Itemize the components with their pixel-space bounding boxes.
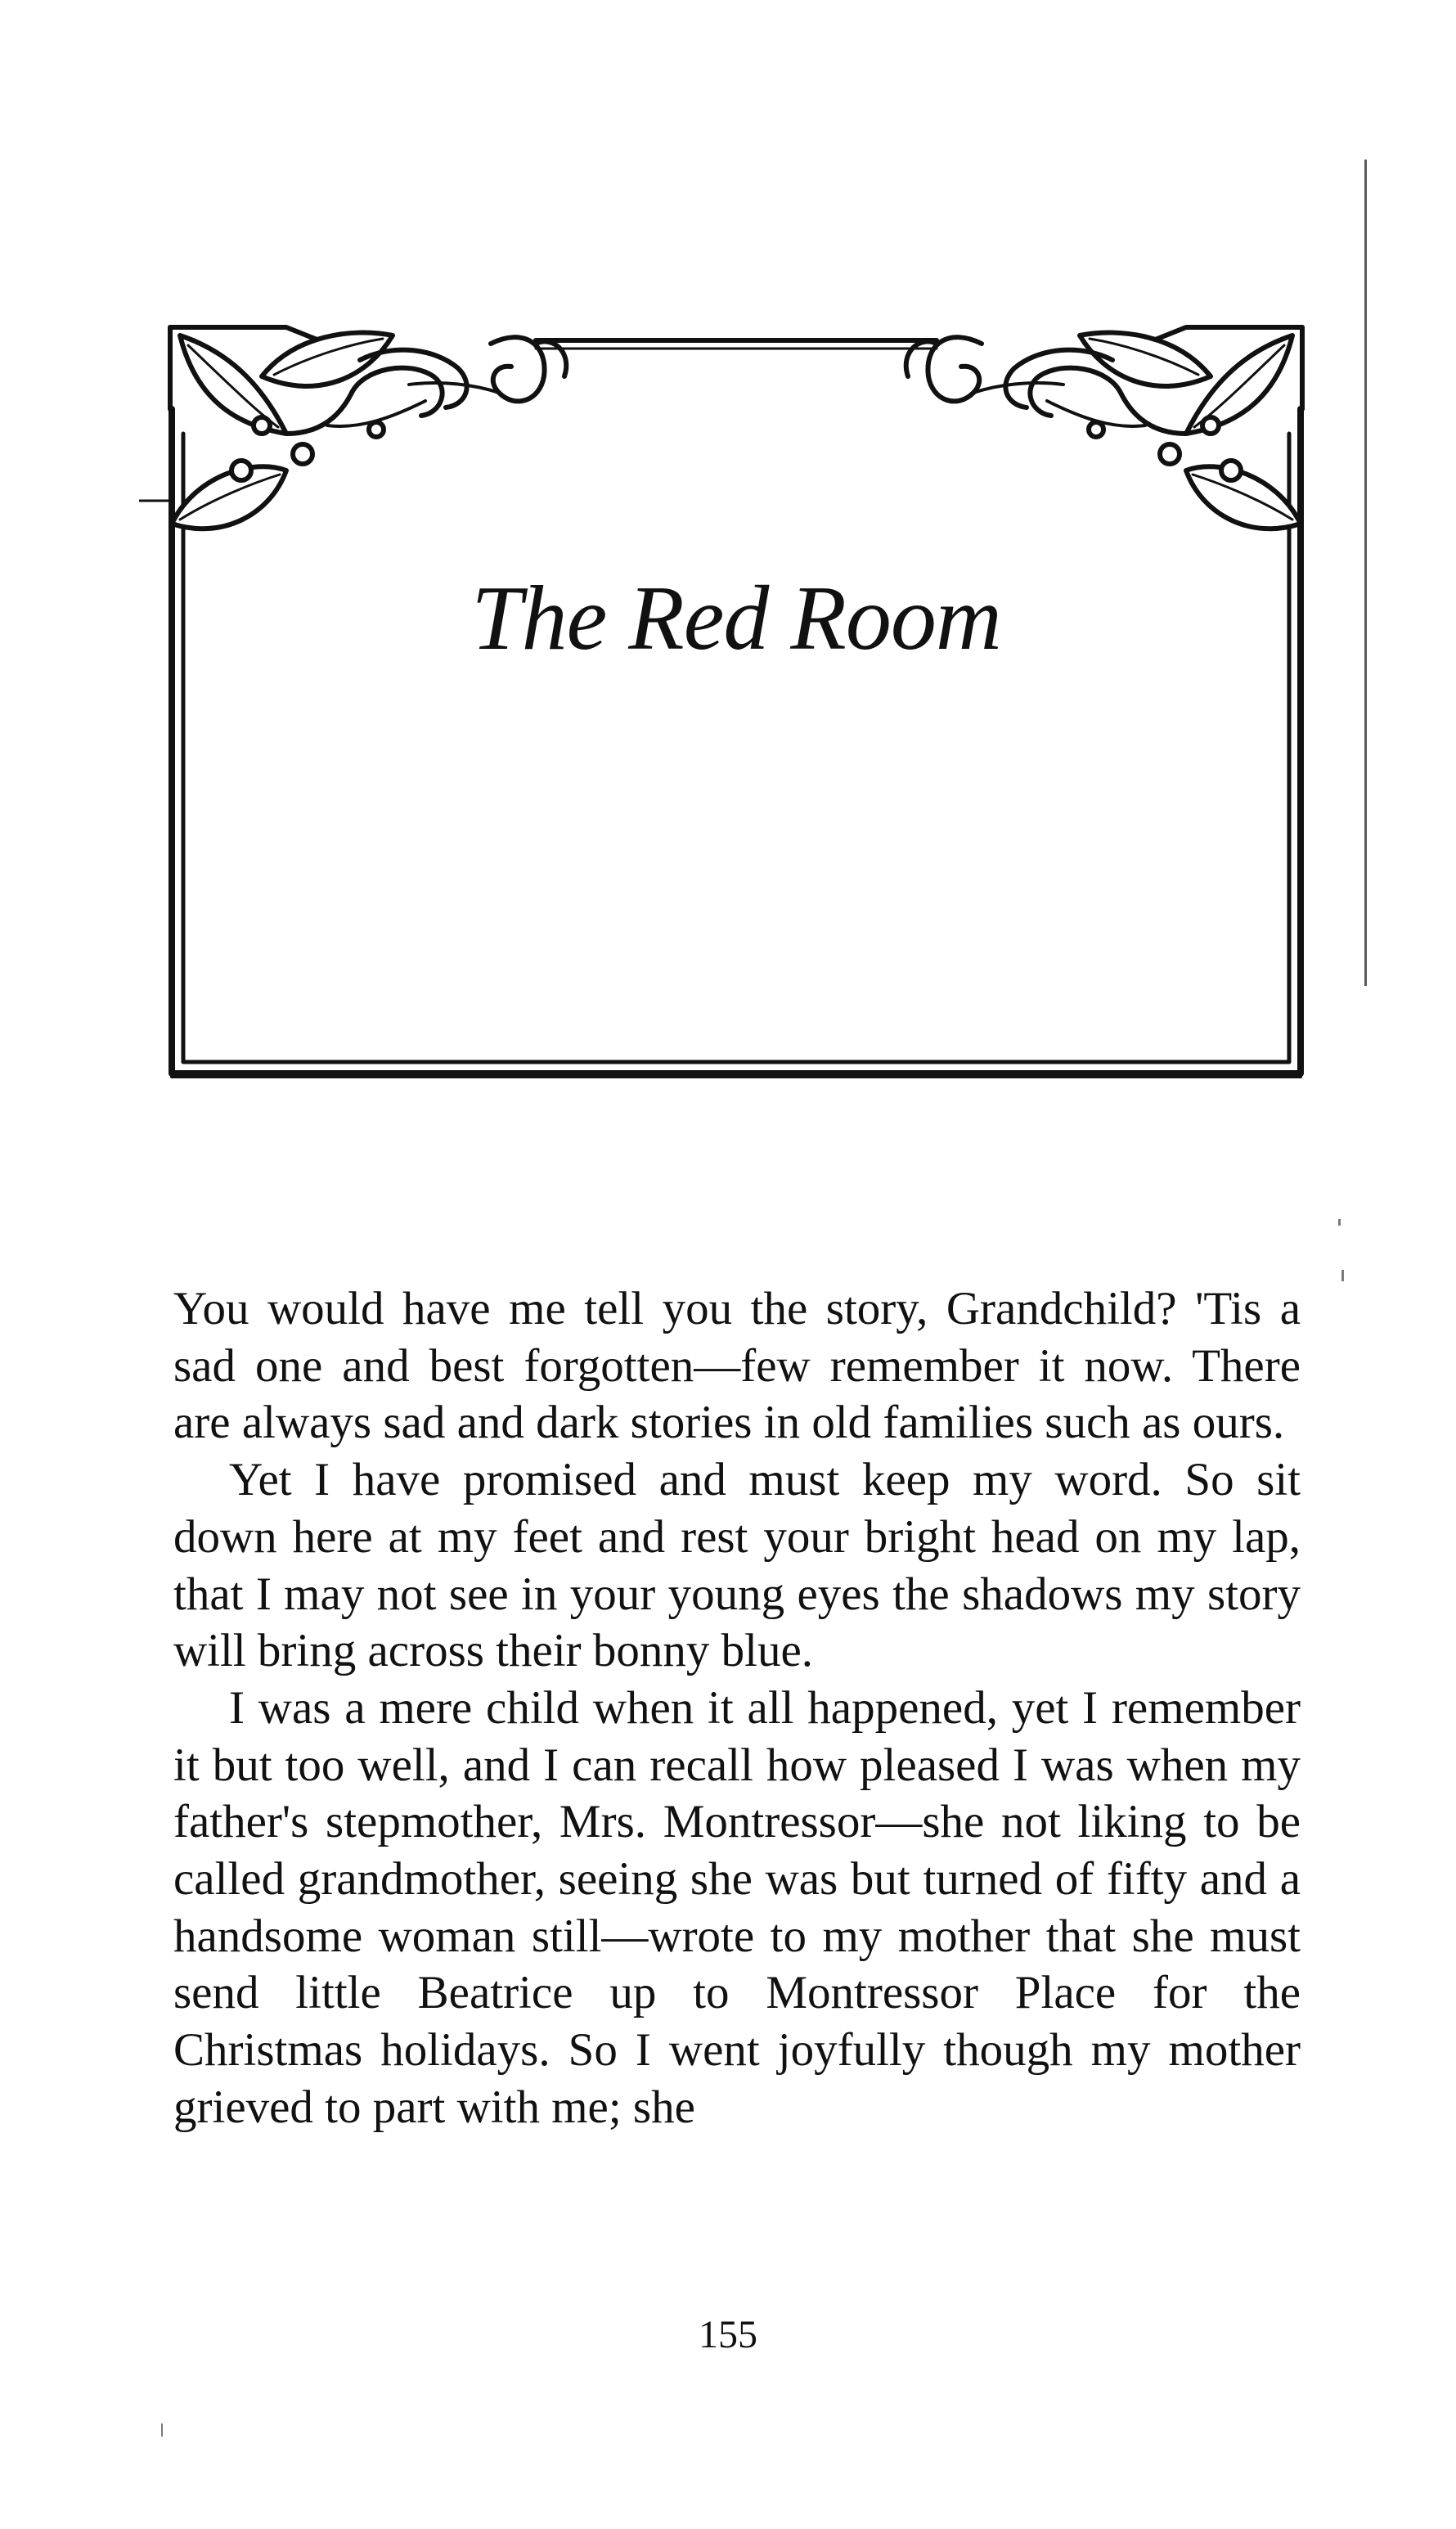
page-number: 155 bbox=[699, 2313, 757, 2356]
story-body bbox=[173, 1280, 1301, 2136]
chapter-title: The Red Room bbox=[471, 568, 1001, 669]
scan-dot bbox=[1341, 1270, 1344, 1281]
scan-edge-line bbox=[1364, 160, 1367, 986]
ornamental-frame-icon bbox=[164, 311, 1309, 1080]
paragraph-3: I was a mere child when it all happened, yet I remember it but too well, and I can recall how pleased I was when my father's stepmother, Mrs. Montressor—she not liking to be called grandmother, seeing she was but turned of fifty and a handsome woman still—wrote to my mother that she must send little Beatrice up to Montressor Place for the Christmas holidays. So I went joyfully though my mother grieved to part with me; she bbox=[173, 1681, 1301, 2133]
left-corner-flourish bbox=[170, 327, 566, 529]
paragraph-2: Yet I have promised and must keep my word. So sit down here at my feet and rest your bright head on my lap, that I may not see in your young eyes the shadows my story will bring across their bonny blue. bbox=[173, 1454, 1301, 1677]
paragraph-1: You would have me tell you the story, Grandchild? 'Tis a sad one and best forgotten—few remember it now. There are always sad and dark stories in old families such as ours. bbox=[173, 1283, 1301, 1449]
scan-dot bbox=[161, 2423, 163, 2437]
right-corner-flourish bbox=[906, 327, 1302, 529]
scan-dot bbox=[1338, 1219, 1341, 1226]
chapter-heading-frame bbox=[164, 311, 1309, 1080]
